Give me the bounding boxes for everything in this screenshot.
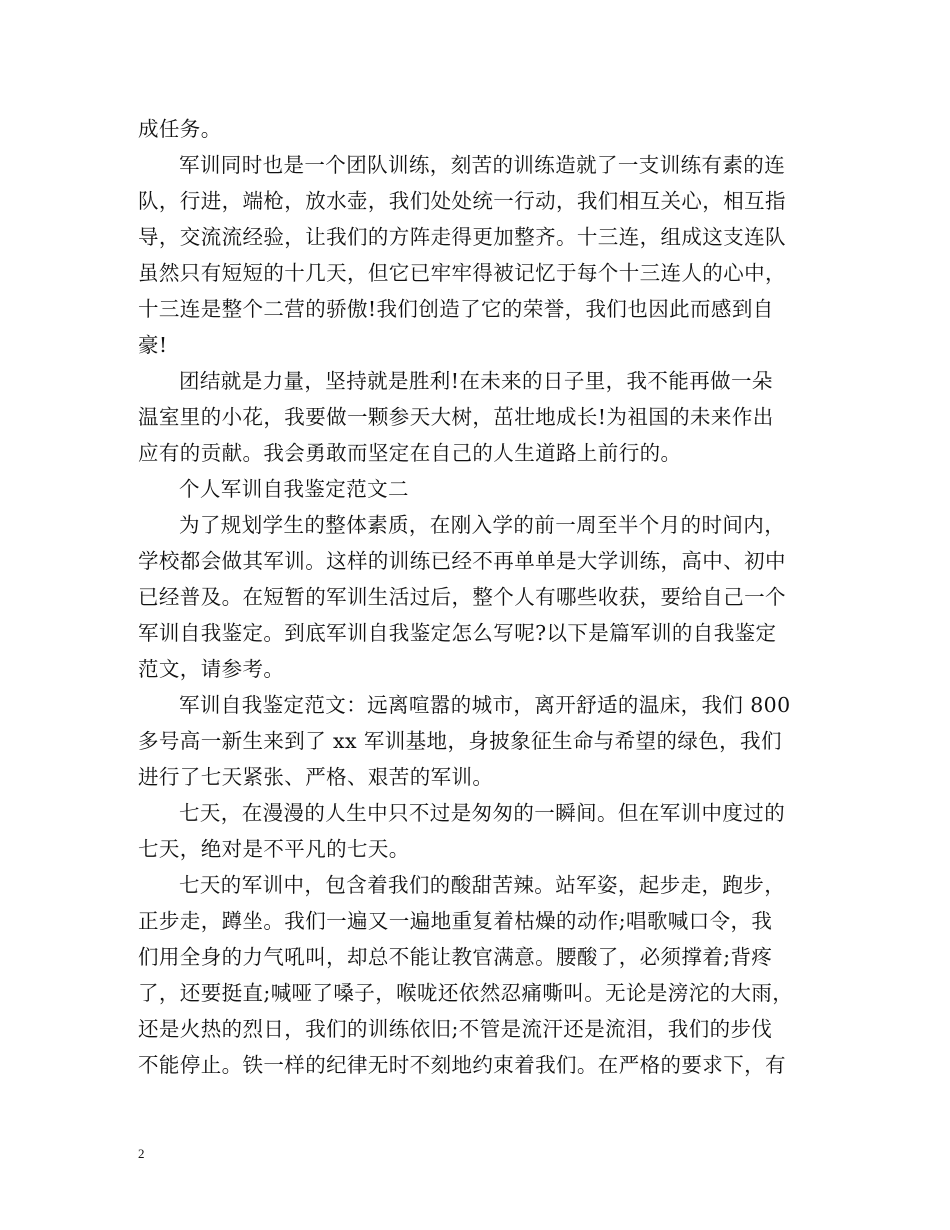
text-line: 学校都会做其军训。这样的训练已经不再单单是大学训练，高中、初中 [138, 549, 786, 573]
text-line: 温室里的小花，我要做一颗参天大树，茁壮地成长!为祖国的未来作出 [138, 405, 774, 429]
text-line: 应有的贡献。我会勇敢而坚定在自己的人生道路上前行的。 [138, 441, 682, 465]
text-line: 为了规划学生的整体素质，在刚入学的前一周至半个月的时间内， [179, 513, 786, 537]
text-line: 了，还要挺直;喊哑了嗓子，喉咙还依然忍痛嘶叫。无论是滂沱的大雨， [138, 981, 794, 1005]
text-line: 七天，在漫漫的人生中只不过是匆匆的一瞬间。但在军训中度过的 [179, 801, 786, 825]
text-line: 导，交流流经验，让我们的方阵走得更加整齐。十三连，组成这支连队 [138, 225, 786, 249]
text-line: 们用全身的力气吼叫，却总不能让教官满意。腰酸了，必须撑着;背疼 [138, 945, 773, 969]
text-line: 军训自我鉴定范文：远离喧嚣的城市，离开舒适的温床，我们 800 [179, 693, 791, 717]
text-line: 军训同时也是一个团队训练，刻苦的训练造就了一支训练有素的连 [179, 153, 786, 177]
text-line: 范文，请参考。 [138, 657, 285, 681]
text-line: 七天，绝对是不平凡的七天。 [138, 837, 410, 861]
text-line: 团结就是力量，坚持就是胜利!在未来的日子里，我不能再做一朵 [179, 369, 773, 393]
text-line: 七天的军训中，包含着我们的酸甜苦辣。站军姿，起步走，跑步， [179, 873, 786, 897]
text-line: 进行了七天紧张、严格、艰苦的军训。 [138, 765, 494, 789]
text-line: 多号高一新生来到了 xx 军训基地，身披象征生命与希望的绿色，我们 [138, 729, 782, 753]
text-line: 正步走，蹲坐。我们一遍又一遍地重复着枯燥的动作;唱歌喊口令，我 [138, 909, 773, 933]
text-line: 成任务。 [138, 117, 222, 141]
text-line: 不能停止。铁一样的纪律无时不刻地约束着我们。在严格的要求下，有 [138, 1053, 786, 1077]
text-line: 十三连是整个二营的骄傲!我们创造了它的荣誉，我们也因此而感到自 [138, 297, 774, 321]
text-line: 豪! [138, 333, 168, 357]
text-line: 队，行进，端枪，放水壶，我们处处统一行动，我们相互关心，相互指 [138, 189, 786, 213]
text-line: 军训自我鉴定。到底军训自我鉴定怎么写呢?以下是篇军训的自我鉴定 [138, 621, 777, 645]
body-text [138, 111, 814, 1083]
text-line: 个人军训自我鉴定范文二 [179, 477, 409, 501]
page-number: 2 [138, 1146, 145, 1161]
text-line: 还是火热的烈日，我们的训练依旧;不管是流汗还是流泪，我们的步伐 [138, 1017, 773, 1041]
text-line: 虽然只有短短的十几天，但它已牢牢得被记忆于每个十三连人的心中， [138, 261, 786, 285]
text-line: 已经普及。在短暂的军训生活过后，整个人有哪些收获，要给自己一个 [138, 585, 786, 609]
